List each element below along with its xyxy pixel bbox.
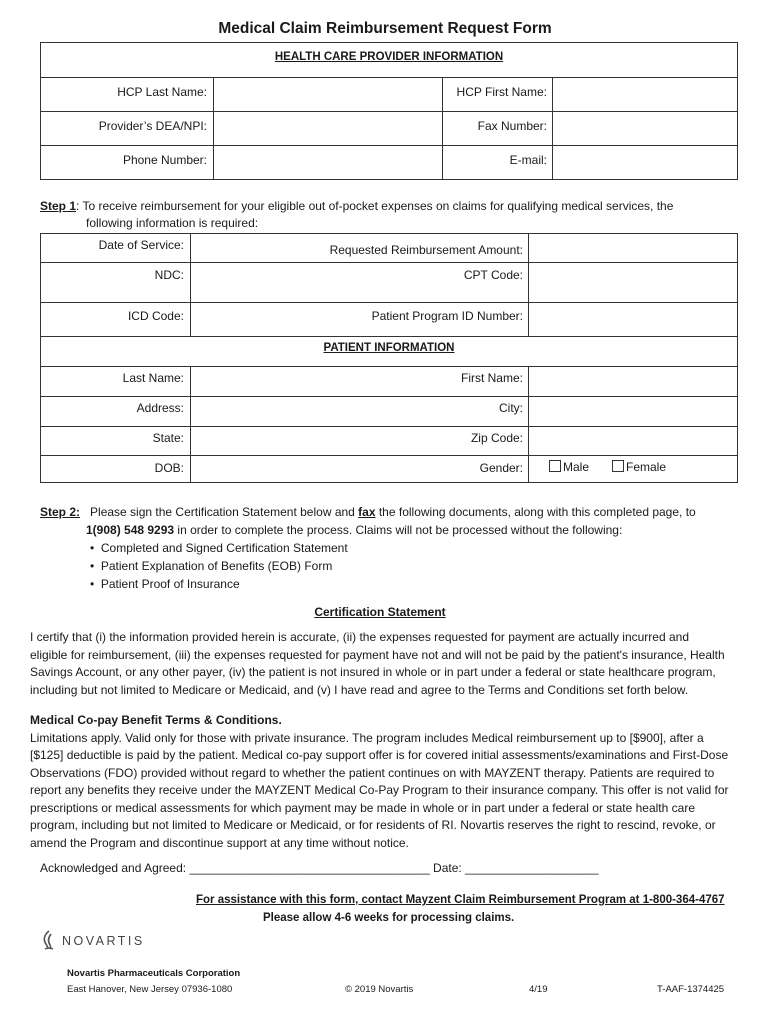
acknowledgement-line[interactable]: Acknowledged and Agreed: ____________________________________ Date: ____________________ xyxy=(40,861,599,875)
gender-label: Gender: xyxy=(479,461,523,475)
patient-first-name-input[interactable] xyxy=(528,366,738,396)
patient-last-name-label: Last Name: xyxy=(122,371,184,385)
processing-note: Please allow 4-6 weeks for processing claims. xyxy=(263,912,515,924)
hcp-fax-input[interactable] xyxy=(552,111,738,145)
program-id-label: Patient Program ID Number: xyxy=(371,309,523,323)
novartis-flame-icon xyxy=(42,930,56,950)
gender-female-option[interactable]: Female xyxy=(612,460,666,474)
fax-word: fax xyxy=(358,505,376,519)
terms-header: Medical Co-pay Benefit Terms & Conditions. xyxy=(30,713,282,727)
form-title: Medical Claim Reimbursement Request Form xyxy=(218,20,552,37)
revision-date: 4/19 xyxy=(529,984,548,995)
city-input[interactable] xyxy=(528,396,738,426)
ndc-label: NDC: xyxy=(154,268,184,282)
reimbursement-amount-input[interactable] xyxy=(528,234,738,262)
female-checkbox[interactable] xyxy=(612,460,624,472)
step2-text-2: 1(908) 548 9293 in order to complete the process. Claims will not be processed without the following: xyxy=(86,523,623,537)
copyright: © 2019 Novartis xyxy=(345,984,414,995)
company-address: East Hanover, New Jersey 07936-1080 xyxy=(67,984,233,995)
logo-text: NOVARTIS xyxy=(62,934,145,948)
claim-section xyxy=(40,233,738,483)
hcp-dea-npi-input[interactable] xyxy=(213,111,443,145)
date-of-service-label: Date of Service: xyxy=(98,238,184,252)
assistance-line: For assistance with this form, contact Mayzent Claim Reimbursement Program at 1-800-364-4767 xyxy=(196,894,725,906)
hcp-section xyxy=(40,42,738,180)
hcp-phone-label: Phone Number: xyxy=(122,153,207,167)
state-label: State: xyxy=(152,431,184,445)
bullet-item: • Patient Proof of Insurance xyxy=(90,577,240,591)
company-name: Novartis Pharmaceuticals Corporation xyxy=(67,968,241,979)
reimbursement-amount-label: Requested Reimbursement Amount: xyxy=(329,243,523,257)
gender-field xyxy=(528,455,738,483)
step1-body: : To receive reimbursement for your eligible out of-pocket expenses on claims for qualifying medical services, the xyxy=(76,199,674,213)
dob-label: DOB: xyxy=(154,461,184,475)
certification-header: Certification Statement xyxy=(314,605,446,619)
hcp-fax-label: Fax Number: xyxy=(477,119,547,133)
hcp-last-name-input[interactable] xyxy=(213,77,443,111)
male-checkbox[interactable] xyxy=(549,460,561,472)
hcp-header: HEALTH CARE PROVIDER INFORMATION xyxy=(274,51,504,63)
terms-section: Medical Co-pay Benefit Terms & Conditions. Limitations apply. Valid only for those with private insurance. The program includes Medical reimbursement up to [$900], after a [$125] deductible is paid by the patient. Medical co-pay support offer is for covered initial assessments/examinations and First-Dose Observations (FDO) provided without regard to whether the patient continues on with MAYZENT therapy. Patients are required to report any benefits they receive under the MAYZENT Medical Co-Pay Program to their insurance company. This offer is not valid for prescriptions or medical assessments for which payment may be made in whole or in part under a federal or state health care program, including but not limited to Medicare or Medicaid, or for residents of RI. Novartis reserves the right to rescind, revoke, or amend the Program and discontinue support at any time without notice. xyxy=(30,712,765,852)
step2-text: Step 2: Please sign the Certification Statement below and fax the following documents, along with this completed page, to xyxy=(40,505,696,519)
hcp-dea-npi-label: Provider’s DEA/NPI: xyxy=(98,119,207,133)
address-label: Address: xyxy=(136,401,184,415)
form-code: T-AAF-1374425 xyxy=(657,984,725,995)
patient-header: PATIENT INFORMATION xyxy=(323,342,455,354)
zip-code-label: Zip Code: xyxy=(470,431,523,445)
hcp-first-name-input[interactable] xyxy=(552,77,738,111)
hcp-email-label: E-mail: xyxy=(509,153,547,167)
hcp-phone-input[interactable] xyxy=(213,145,443,180)
hcp-email-input[interactable] xyxy=(552,145,738,180)
step2-label: Step 2: xyxy=(40,505,81,519)
zip-code-input[interactable] xyxy=(528,426,738,455)
step1-text xyxy=(40,198,740,216)
patient-first-name-label: First Name: xyxy=(460,371,523,385)
certification-body: I certify that (i) the information provided herein is accurate, (ii) the expenses requested for payment are actually incurred and eligible for reimbursement, (iii) the expenses requested for payment have not and will not be paid by the patient's insurance, Health Savings Account, or any other payer, (iv) the patient is not insured in whole or in part under a federal or state healthcare program, including but not limited to Medicare or Medicaid, and (v) I have read and agree to the Terms and Conditions set forth below. xyxy=(30,630,725,697)
bullet-item: • Patient Explanation of Benefits (EOB) Form xyxy=(90,559,333,573)
icd-code-label: ICD Code: xyxy=(127,309,184,323)
step1-text-2: following information is required: xyxy=(86,216,259,230)
program-id-input[interactable] xyxy=(528,302,738,336)
cpt-code-input[interactable] xyxy=(528,262,738,302)
cpt-code-label: CPT Code: xyxy=(463,268,523,282)
hcp-first-name-label: HCP First Name: xyxy=(456,85,547,99)
bullet-item: • Completed and Signed Certification Statement xyxy=(90,541,348,555)
step1-label: Step 1 xyxy=(40,199,77,213)
city-label: City: xyxy=(499,401,523,415)
hcp-last-name-label: HCP Last Name: xyxy=(117,85,207,99)
fax-number: 1(908) 548 9293 xyxy=(86,523,175,537)
gender-male-option[interactable]: Male xyxy=(549,460,589,474)
